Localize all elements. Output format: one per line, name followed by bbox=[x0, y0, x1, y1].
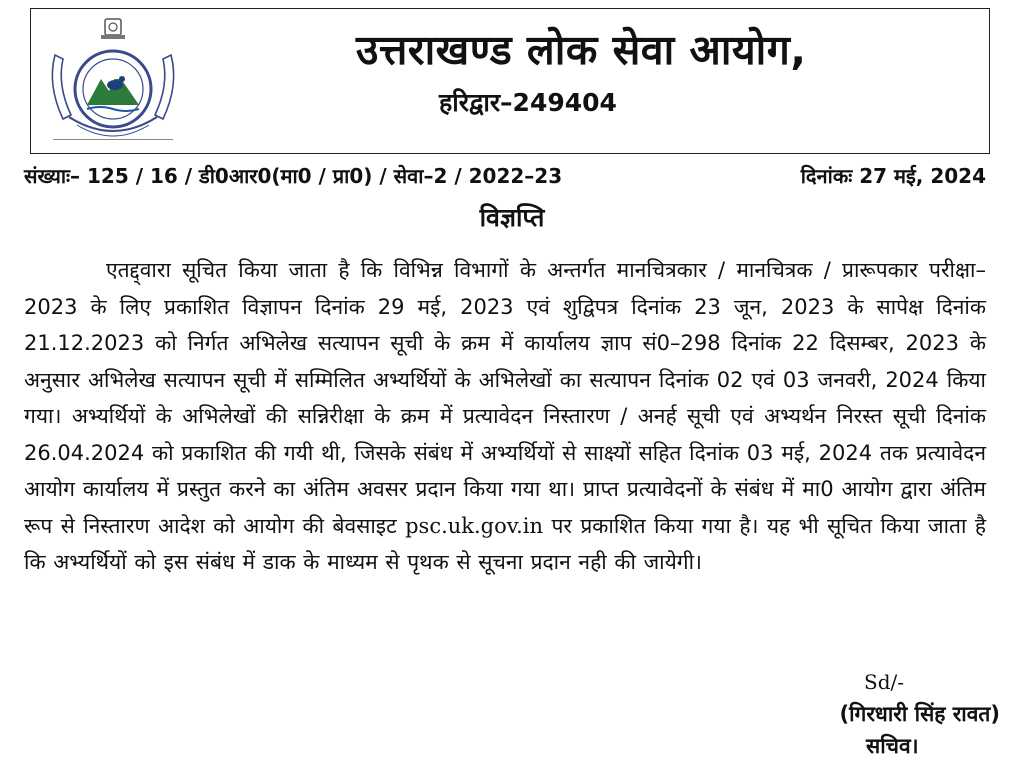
reference-number: संख्याः– 125 / 16 / डी0आर0(मा0 / प्रा0) / सेवा–2 / 2022–23 bbox=[24, 164, 563, 188]
organization-name: उत्तराखण्ड लोक सेवा आयोग, bbox=[356, 26, 807, 74]
signatory-designation: सचिव। bbox=[866, 734, 919, 758]
notice-body bbox=[24, 252, 986, 581]
letterhead bbox=[30, 8, 990, 154]
signatory-name: (गिरधारी सिंह रावत) bbox=[839, 702, 1000, 726]
organization-address: हरिद्वार–249404 bbox=[439, 88, 617, 117]
signature-sd: Sd/- bbox=[864, 670, 904, 694]
notice-body-part-1: एतद्द्वारा सूचित किया जाता है कि विभिन्न विभागों के अन्तर्गत मानचित्रकार / मानचित्रक / प्रारूपकार परीक्षा–2023 के लिए प्रकाशित विज्ञापन दिनांक 29 मई, 2023 एवं शुद्विपत्र दिनांक 23 जून, 2023 के सापेक्ष दिनांक 21.12.2023 को निर्गत अभिलेख सत्यापन सूची के क्रम में कार्यालय ज्ञाप सं0–298 दिनांक 22 दिसम्बर, 2023 के अनुसार अभिलेख सत्यापन सूची में सम्मिलित अभ्यर्थियों के अभिलेखों का सत्यापन दिनांक 02 एवं 03 जनवरी, 2024 किया गया। अभ्यर्थियों के अभिलेखों की सन्निरीक्षा के क्रम में प्रत्यावेदन निस्तारण / अनर्ह सूची एवं अभ्यर्थन निरस्त सूची दिनांक 26.04.2024 को प्रकाशित की गयी थी, जिसके संबंध में अभ्यर्थियों से साक्ष्यों सहित दिनांक 03 मई, 2024 तक प्रत्यावेदन आयोग कार्यालय में प्रस्तुत करने का अंतिम अवसर प्रदान किया गया था। प्राप्त प्रत्यावेदनों के संबंध में मा0 आयोग द्वारा अंतिम रूप से निस्तारण आदेश को आयोग की बेवसाइट bbox=[24, 258, 986, 538]
notice-body-part-2: पर प्रकाशित किया गया है। यह भी सूचित किया जाता है कि अभ्यर्थियों को इस संबंध में डाक के माध्यम से पृथक से सूचना प्रदान नही की जायेगी। bbox=[24, 513, 986, 574]
commission-emblem-icon bbox=[43, 15, 183, 147]
website-link[interactable]: psc.uk.gov.in bbox=[405, 513, 544, 538]
reference-date: दिनांकः 27 मई, 2024 bbox=[800, 164, 986, 188]
notice-title: विज्ञप्ति bbox=[479, 203, 545, 232]
